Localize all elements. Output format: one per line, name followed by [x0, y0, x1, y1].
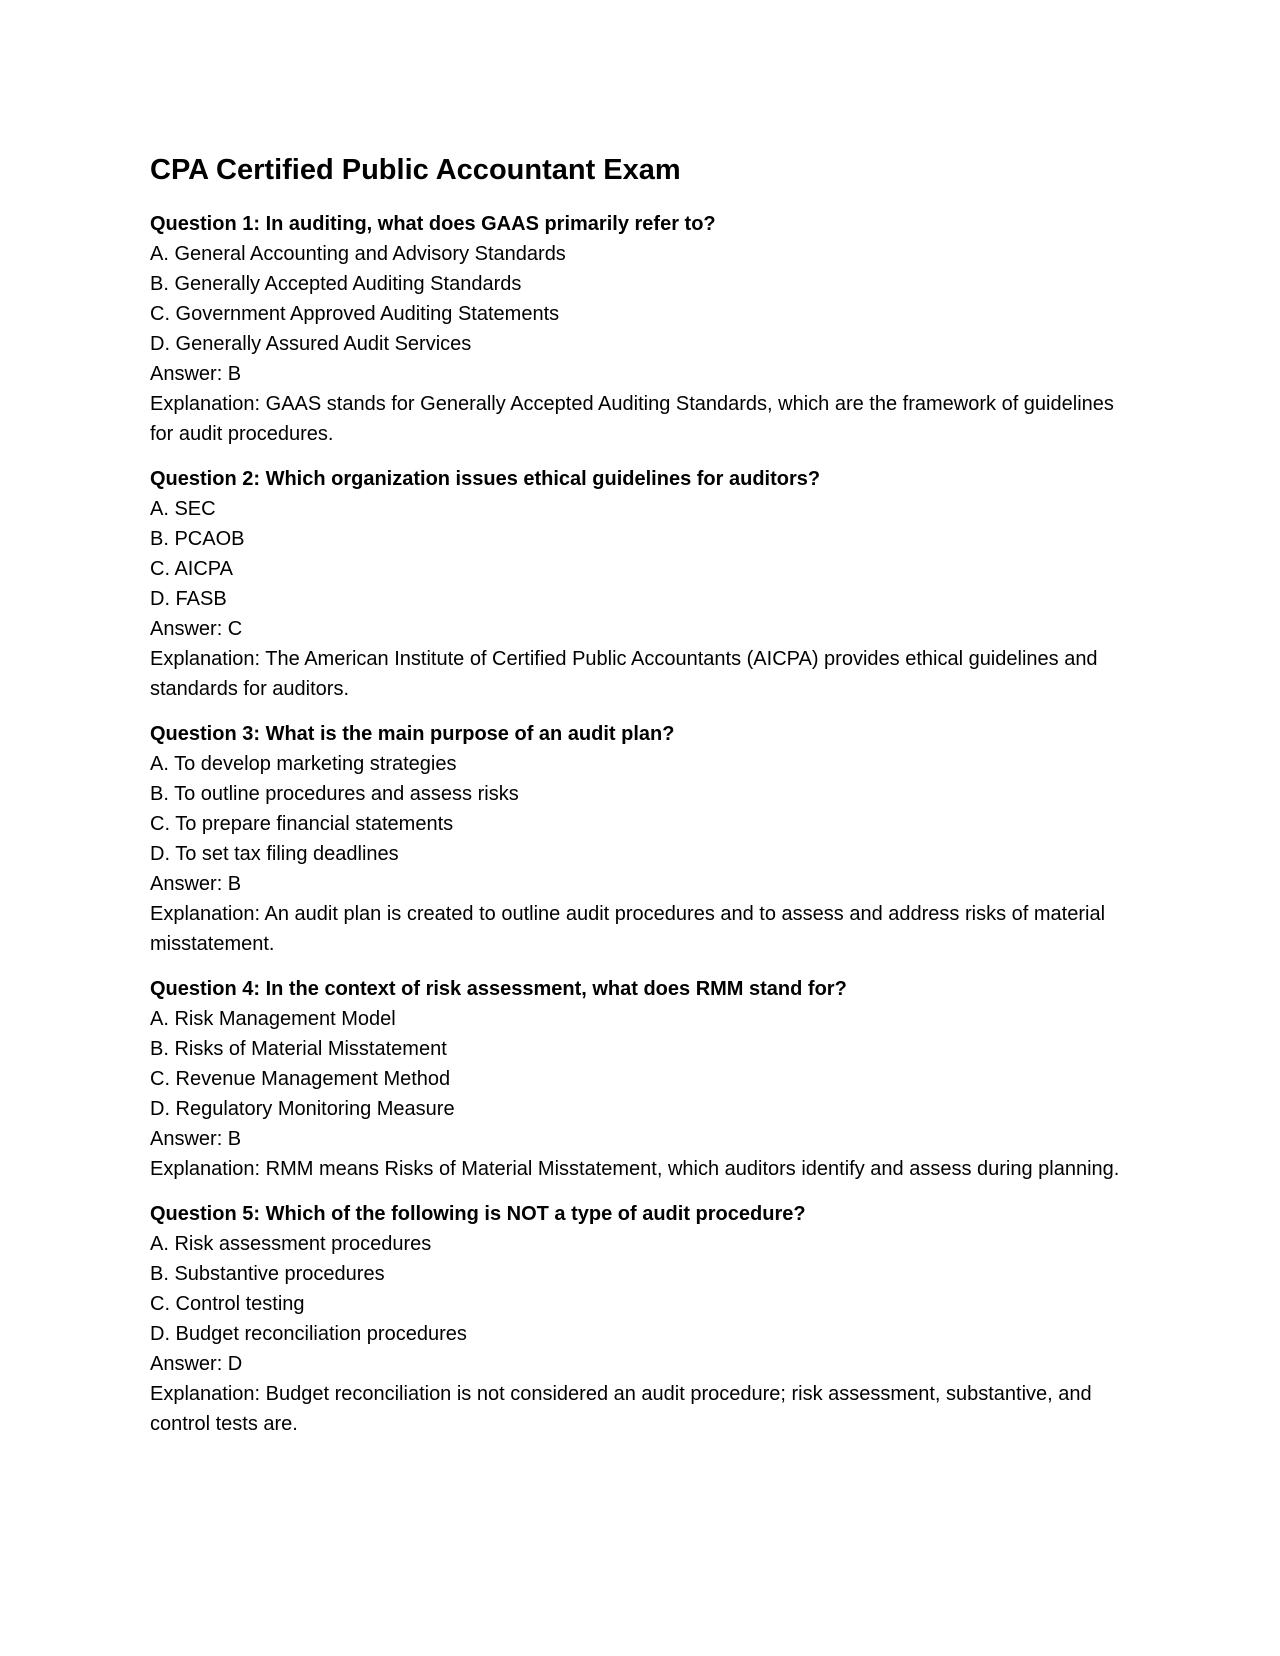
- answer-option-a: A. General Accounting and Advisory Standards: [150, 243, 566, 265]
- question-list: [150, 209, 1140, 1454]
- answer-option-c: C. Revenue Management Method: [150, 1068, 451, 1090]
- answer-option-d: D. Budget reconciliation procedures: [150, 1323, 467, 1345]
- correct-answer: Answer: B: [150, 1128, 242, 1150]
- question-text: Question 1: In auditing, what does GAAS primarily refer to?: [150, 213, 716, 235]
- question-text: Question 2: Which organization issues ethical guidelines for auditors?: [150, 468, 821, 490]
- answer-option-d: D. Generally Assured Audit Services: [150, 333, 472, 355]
- answer-option-b: B. PCAOB: [150, 528, 245, 550]
- document-page: [150, 0, 1140, 1656]
- answer-option-b: B. Risks of Material Misstatement: [150, 1038, 447, 1060]
- answer-explanation: Explanation: GAAS stands for Generally Accepted Auditing Standards, which are the framework of guidelines for audit procedures.: [150, 393, 1114, 445]
- answer-option-b: B. Substantive procedures: [150, 1263, 385, 1285]
- answer-option-a: A. Risk assessment procedures: [150, 1233, 432, 1255]
- question-block-2: [150, 464, 1140, 704]
- answer-explanation: Explanation: RMM means Risks of Material Misstatement, which auditors identify and assess during planning.: [150, 1158, 1120, 1180]
- answer-option-d: D. To set tax filing deadlines: [150, 843, 399, 865]
- answer-explanation: Explanation: Budget reconciliation is not considered an audit procedure; risk assessment, substantive, and control tests are.: [150, 1383, 1092, 1435]
- answer-explanation: Explanation: The American Institute of Certified Public Accountants (AICPA) provides ethical guidelines and standards for auditors.: [150, 648, 1098, 700]
- answer-option-b: B. Generally Accepted Auditing Standards: [150, 273, 522, 295]
- answer-explanation: Explanation: An audit plan is created to outline audit procedures and to assess and address risks of material misstatement.: [150, 903, 1106, 955]
- question-text: Question 5: Which of the following is NOT a type of audit procedure?: [150, 1203, 806, 1225]
- answer-option-c: C. Government Approved Auditing Statements: [150, 303, 560, 325]
- document-title: CPA Certified Public Accountant Exam: [150, 154, 681, 186]
- question-block-5: [150, 1199, 1140, 1439]
- question-text: Question 4: In the context of risk assessment, what does RMM stand for?: [150, 978, 847, 1000]
- answer-option-c: C. AICPA: [150, 558, 233, 580]
- answer-option-c: C. Control testing: [150, 1293, 305, 1315]
- question-text: Question 3: What is the main purpose of an audit plan?: [150, 723, 675, 745]
- answer-option-c: C. To prepare financial statements: [150, 813, 454, 835]
- answer-option-b: B. To outline procedures and assess risks: [150, 783, 519, 805]
- correct-answer: Answer: B: [150, 873, 242, 895]
- answer-option-a: A. Risk Management Model: [150, 1008, 396, 1030]
- answer-option-a: A. To develop marketing strategies: [150, 753, 457, 775]
- answer-option-d: D. Regulatory Monitoring Measure: [150, 1098, 455, 1120]
- question-block-3: [150, 719, 1140, 959]
- question-block-4: [150, 974, 1140, 1184]
- answer-option-d: D. FASB: [150, 588, 227, 610]
- question-block-1: [150, 209, 1140, 449]
- correct-answer: Answer: D: [150, 1353, 243, 1375]
- answer-option-a: A. SEC: [150, 498, 216, 520]
- correct-answer: Answer: C: [150, 618, 243, 640]
- correct-answer: Answer: B: [150, 363, 242, 385]
